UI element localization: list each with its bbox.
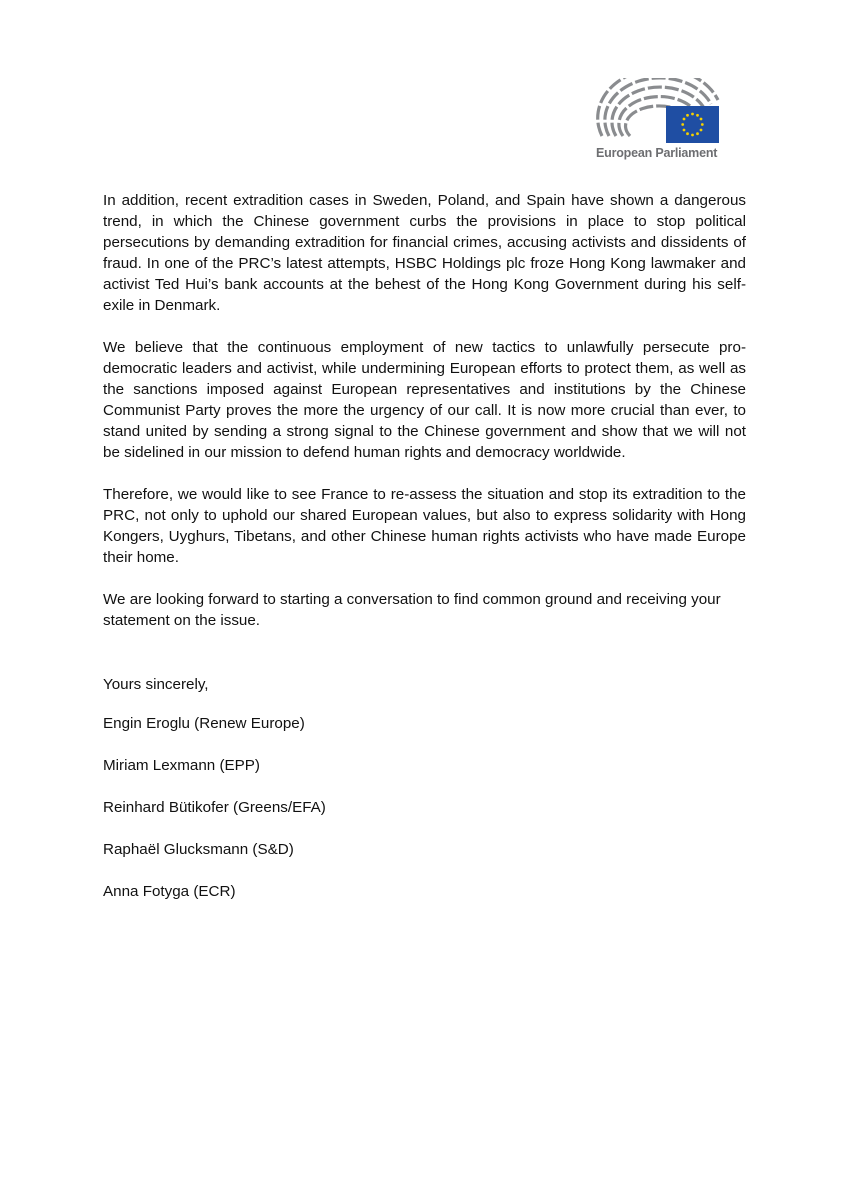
hemicycle-icon — [596, 78, 724, 148]
signatory: Miriam Lexmann (EPP) — [103, 757, 260, 774]
letter-body — [103, 190, 746, 652]
paragraph-extradition-cases: In addition, recent extradition cases in Sweden, Poland, and Spain have shown a dangerous trend, in which the Chinese government curbs the provisions in place to stop political persecutions by demanding extradition for financial crimes, accusing activists and dissidents of fraud. In one of the PRC’s latest attempts, HSBC Holdings plc froze Hong Kong lawmaker and activist Ted Hui’s bank accounts at the behest of the Hong Kong Government during his self-exile in Denmark. — [103, 192, 746, 314]
signatory: Engin Eroglu (Renew Europe) — [103, 715, 305, 732]
paragraph-looking-forward: We are looking forward to starting a conversation to find common ground and receiving your statement on the issue. — [103, 591, 721, 629]
paragraph-new-tactics: We believe that the continuous employment of new tactics to unlawfully persecute pro-democratic leaders and activist, while undermining European efforts to protect them, as well as the sanctions imposed against European representatives and institutions by the Chinese Communist Party proves the more the urgency of our call. It is now more crucial than ever, to stand united by sending a strong signal to the Chinese government and show that we will not be sidelined in our mission to defend human rights and democracy worldwide. — [103, 339, 746, 461]
logo-label: European Parliament — [596, 146, 718, 160]
paragraph-france-request: Therefore, we would like to see France to re-assess the situation and stop its extradition to the PRC, not only to uphold our shared European values, but also to express solidarity with Hong Kongers, Uyghurs, Tibetans, and other Chinese human rights activists who have made Europe their home. — [103, 486, 746, 566]
eu-flag — [666, 106, 719, 143]
signatory: Anna Fotyga (ECR) — [103, 883, 236, 900]
salutation: Yours sincerely, — [103, 676, 209, 693]
signatory: Raphaël Glucksmann (S&D) — [103, 841, 294, 858]
signatory: Reinhard Bütikofer (Greens/EFA) — [103, 799, 326, 816]
